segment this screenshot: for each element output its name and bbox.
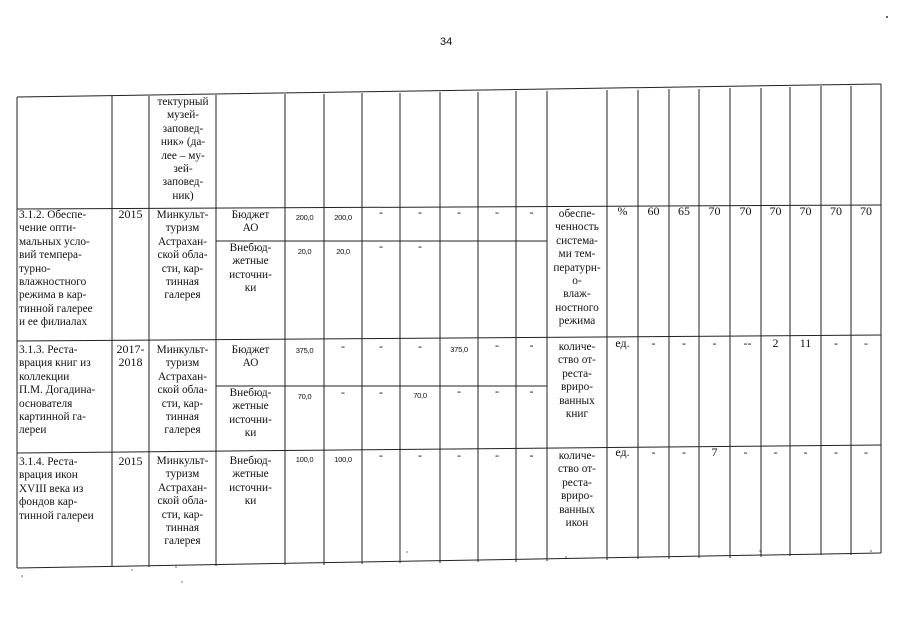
indicator-value: - [743, 337, 748, 350]
page-number: 34 [440, 36, 453, 48]
indicator-value: - [803, 446, 808, 459]
indicator-name: обеспе- ченность система- ми тем- пературн- о- влаж- ностного режима [553, 208, 601, 328]
budget-value: - [341, 340, 345, 353]
indicator-value: - [747, 337, 752, 350]
measure-year: 2015 [118, 208, 143, 221]
measure-executor: Минкульт- туризм Астрахан- ской обла- сти, кар- тинная галерея [156, 209, 209, 302]
indicator-value: 2 [772, 337, 779, 350]
indicator-value: - [651, 446, 656, 459]
indicator-value: 70 [739, 205, 752, 218]
extrabudget-value: - [341, 386, 345, 399]
indicator-value: 70 [799, 205, 812, 218]
indicator-value: 70 [860, 205, 872, 218]
budget-value: 375,0 [450, 345, 468, 354]
extrabudget-value: - [529, 385, 534, 398]
extrabudget-value: - [379, 386, 383, 399]
budget-value: - [529, 206, 534, 219]
funding-source: Бюджет АО [231, 344, 270, 370]
indicator-value: 70 [708, 205, 721, 218]
indicator-value: - [773, 446, 778, 459]
indicator-value: 11 [799, 337, 812, 350]
budget-value: 200,0 [295, 213, 314, 222]
indicator-value: - [864, 337, 868, 350]
measure-year: 2015 [118, 455, 143, 468]
extrabudget-value: - [457, 385, 461, 398]
indicator-value: 60 [647, 205, 660, 218]
extrabudget-value: 20,0 [336, 247, 350, 256]
extrabudget-value: 70,0 [413, 391, 427, 400]
indicator-value: - [834, 446, 838, 459]
indicator-value: - [864, 446, 868, 459]
budget-value: 375,0 [295, 346, 314, 355]
extrabudget-value: - [457, 449, 461, 462]
budget-value: 200,0 [334, 213, 352, 222]
budget-value: - [457, 206, 461, 219]
extrabudget-value: - [379, 449, 383, 462]
extrabudget-value: 20,0 [297, 247, 312, 256]
measure-name: 3.1.2. Обеспе- чение опти- мальных усло- вий темпера- турно- влажностного режима в кар- тинной галерее и ее филиалах [19, 209, 93, 329]
indicator-value: 70 [769, 205, 782, 218]
measure-executor: Минкульт- туризм Астрахан- ской обла- сти, кар- тинная галерея [156, 344, 209, 437]
extrabudget-value: - [418, 449, 422, 462]
extrabudget-value: 100,0 [295, 455, 314, 464]
indicator-value: - [834, 337, 838, 350]
indicator-value: - [712, 337, 717, 350]
measure-name: 3.1.4. Реста- врация икон XVIII века из фондов кар- тинной галереи [19, 456, 94, 522]
indicator-value: 70 [830, 205, 842, 218]
indicator-name: количе- ство от- реста- вриро- ванных книг [558, 341, 596, 421]
budget-value: - [495, 339, 499, 352]
extrabudget-value: - [529, 449, 534, 462]
budget-value: - [418, 206, 422, 219]
extrabudget-value: 100,0 [334, 455, 352, 464]
indicator-unit: % [617, 205, 628, 218]
indicator-value: - [743, 446, 748, 459]
measure-executor: Минкульт- туризм Астрахан- ской обла- сти, кар- тинная галерея [156, 455, 209, 548]
indicator-unit: ед. [615, 446, 630, 459]
measure-name: 3.1.3. Реста- врация книг из коллекции П.М. Догадина- основателя картинной га- лереи [19, 344, 96, 437]
extrabudget-value: 70,0 [297, 392, 312, 401]
budget-value: - [529, 339, 534, 352]
indicator-name: количе- ство от- реста- вриро- ванных икон [558, 450, 596, 530]
budget-value: - [495, 206, 499, 219]
executor-continuation: тектурный музей- заповед- ник» (да- лее – му- зей- заповед- ник) [157, 96, 209, 202]
extrabudget-value: - [379, 240, 383, 253]
extrabudget-value: - [495, 449, 499, 462]
funding-source: Внебюд- жетные источни- ки [229, 455, 272, 508]
funding-source: Внебюд- жетные источни- ки [229, 387, 272, 440]
indicator-value: 65 [678, 205, 690, 218]
indicator-value: 7 [711, 446, 718, 459]
budget-value: - [379, 340, 383, 353]
indicator-value: - [651, 337, 656, 350]
funding-source: Бюджет АО [231, 209, 270, 235]
extrabudget-value: - [495, 385, 499, 398]
extrabudget-value: - [418, 240, 422, 253]
budget-value: - [379, 206, 383, 219]
indicator-value: - [682, 446, 686, 459]
indicator-value: - [682, 337, 686, 350]
funding-source: Внебюд- жетные источни- ки [229, 242, 272, 295]
measure-year: 2017- 2018 [116, 343, 145, 370]
budget-value: - [418, 340, 422, 353]
indicator-unit: ед. [615, 337, 630, 350]
